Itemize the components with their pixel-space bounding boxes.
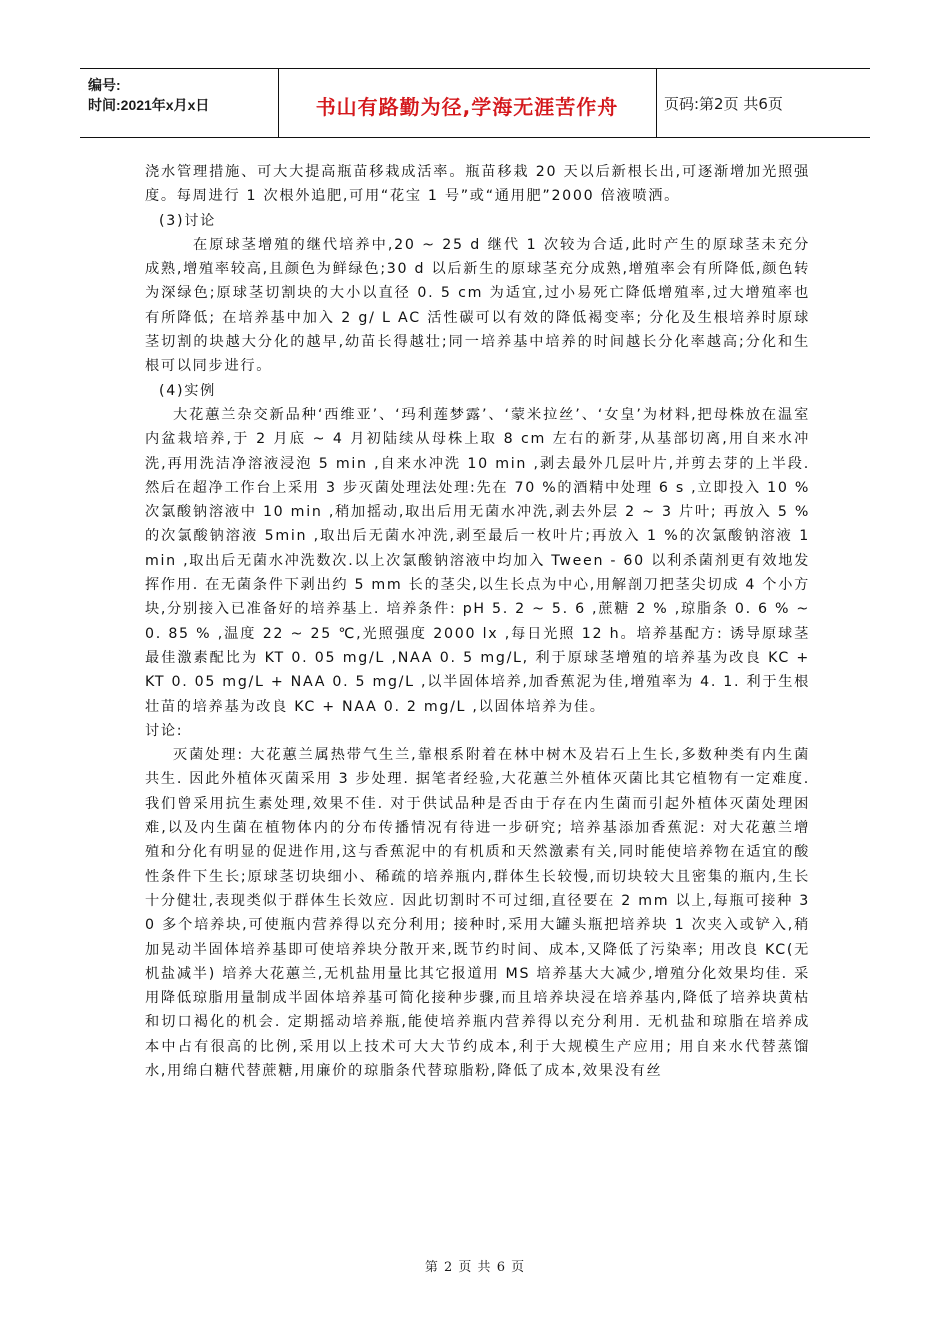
header-motto: 书山有路勤为径,学海无涯苦作舟 xyxy=(315,95,619,119)
page-footer: 第 2 页 共 6 页 xyxy=(424,1260,526,1275)
header-page-number: 页码:第2页 共6页 xyxy=(664,95,783,113)
paragraph-sterilization: 灭菌处理: 大花蕙兰属热带气生兰,靠根系附着在林中树木及岩石上生长,多数种类有内生菌共生. 因此外植体灭菌采用 3 步处理. 据笔者经验,大花蕙兰外植体灭菌比其它植物有一定难度. 我们曾采用抗生素处理,效果不佳. 对于供试品种是否由于存在内生菌而引起外植体灭菌处理困难,以及内生菌在植物体内的分布传播情况有待进一步研究; 培养基添加香蕉泥: 对大花蕙兰增殖和分化有明显的促进作用,这与香蕉泥中的有机质和天然激素有关,同时能使培养物在适宜的酸性条件下生长;原球茎切块细小、稀疏的培养瓶内,群体生长较慢,而切块较大且密集的瓶内,生长十分健壮,表现类似于群体生长效应. 因此切割时不可过细,直径要在 2 mm 以上,每瓶可接种 30 多个培养块,可使瓶内营养得以充分利用; 接种时,采用大罐头瓶把培养块 1 次夹入或铲入,稍加晃动半固体培养基即可使培养块分散开来,既节约时间、成本,又降低了污染率; 用改良 KC(无机盐减半) 培养大花蕙兰,无机盐用量比其它报道用 MS 培养基大大减少,增殖分化效果均佳. 采用降低琼脂用量制成半固体培养基可简化接种步骤,而且培养块浸在培养基内,降低了培养块黄枯和切口褐化的机会. 定期摇动培养瓶,能使培养瓶内营养得以充分利用. 无机盐和琼脂在培养成本中占有很高的比例,采用以上技术可大大节约成本,利于大规模生产应用; 用自来水代替蒸馏水,用绵白糖代替蔗糖,用廉价的琼脂条代替琼脂粉,降低了成本,效果没有丝 xyxy=(145,747,810,1079)
document-time-label: 时间:2021年x月x日 xyxy=(88,97,210,113)
section-heading-example: (4)实例 xyxy=(159,382,216,399)
document-header xyxy=(80,68,870,138)
header-meta xyxy=(88,75,209,115)
document-body xyxy=(145,160,810,1083)
section-heading-discussion-2: 讨论: xyxy=(145,722,184,739)
paragraph-discussion: 在原球茎增殖的继代培养中,20 ~ 25 d 继代 1 次较为合适,此时产生的原球茎未充分成熟,增殖率较高,且颜色为鲜绿色;30 d 以后新生的原球茎充分成熟,增殖率会有所降低,颜色转为深绿色;原球茎切割块的大小以直径 0. 5 cm 为适宜,过小易死亡降低增殖率,过大增殖率也有所降低; 在培养基中加入 2 g/ L AC 活性碳可以有效的降低褐变率; 分化及生根培养时原球茎切割的块越大分化的越早,幼苗长得越壮;同一培养基中培养的时间越长分化率越高;分化和生根可以同步进行。 xyxy=(145,236,810,375)
header-divider xyxy=(656,69,657,137)
paragraph-watering: 浇水管理措施、可大大提高瓶苗移栽成活率。瓶苗移栽 20 天以后新根长出,可逐渐增加光照强度。每周进行 1 次根外追肥,可用“花宝 1 号”或“通用肥”2000 倍液喷洒。 xyxy=(145,164,810,205)
document-number-label: 编号: xyxy=(88,77,121,93)
paragraph-example: 大花蕙兰杂交新品种‘西维亚’、‘玛利莲梦露’、‘蒙米拉丝’、‘女皇’为材料,把母株放在温室内盆栽培养,于 2 月底 ~ 4 月初陆续从母株上取 8 cm 左右的新芽,从基部切离,用自来水冲洗,再用洗洁净溶液浸泡 5 min ,自来水冲洗 10 min ,剥去最外几层叶片,并剪去芽的上半段. 然后在超净工作台上采用 3 步灭菌处理法处理:先在 70 %的酒精中处理 6 s ,立即投入 10 %次氯酸钠溶液中 10 min ,稍加摇动,取出后用无菌水冲洗,剥去外层 2 ~ 3 片叶; 再放入 5 %的次氯酸钠溶液 5min ,取出后无菌水冲洗,剥至最后一枚叶片;再放入 1 %的次氯酸钠溶液 1 min ,取出后无菌水冲洗数次.以上次氯酸钠溶液中均加入 Tween - 60 以利杀菌剂更有效地发挥作用. 在无菌条件下剥出约 5 mm 长的茎尖,以生长点为中心,用解剖刀把茎尖切成 4 个小方块,分别接入已准备好的培养基上. 培养条件: pH 5. 2 ~ 5. 6 ,蔗糖 2 % ,琼脂条 0. 6 % ~ 0. 85 % ,温度 22 ~ 25 ℃,光照强度 2000 lx ,每日光照 12 h。培养基配方: 诱导原球茎最佳激素配比为 KT 0. 05 mg/L ,NAA 0. 5 mg/L, 利于原球茎增殖的培养基为改良 KC + KT 0. 05 mg/L + NAA 0. 5 mg/L ,以半固体培养,加香蕉泥为佳,增殖率为 4. 1. 利于生根壮苗的培养基为改良 KC + NAA 0. 2 mg/L ,以固体培养为佳。 xyxy=(145,406,810,715)
section-heading-discussion: (3)讨论 xyxy=(159,212,216,229)
